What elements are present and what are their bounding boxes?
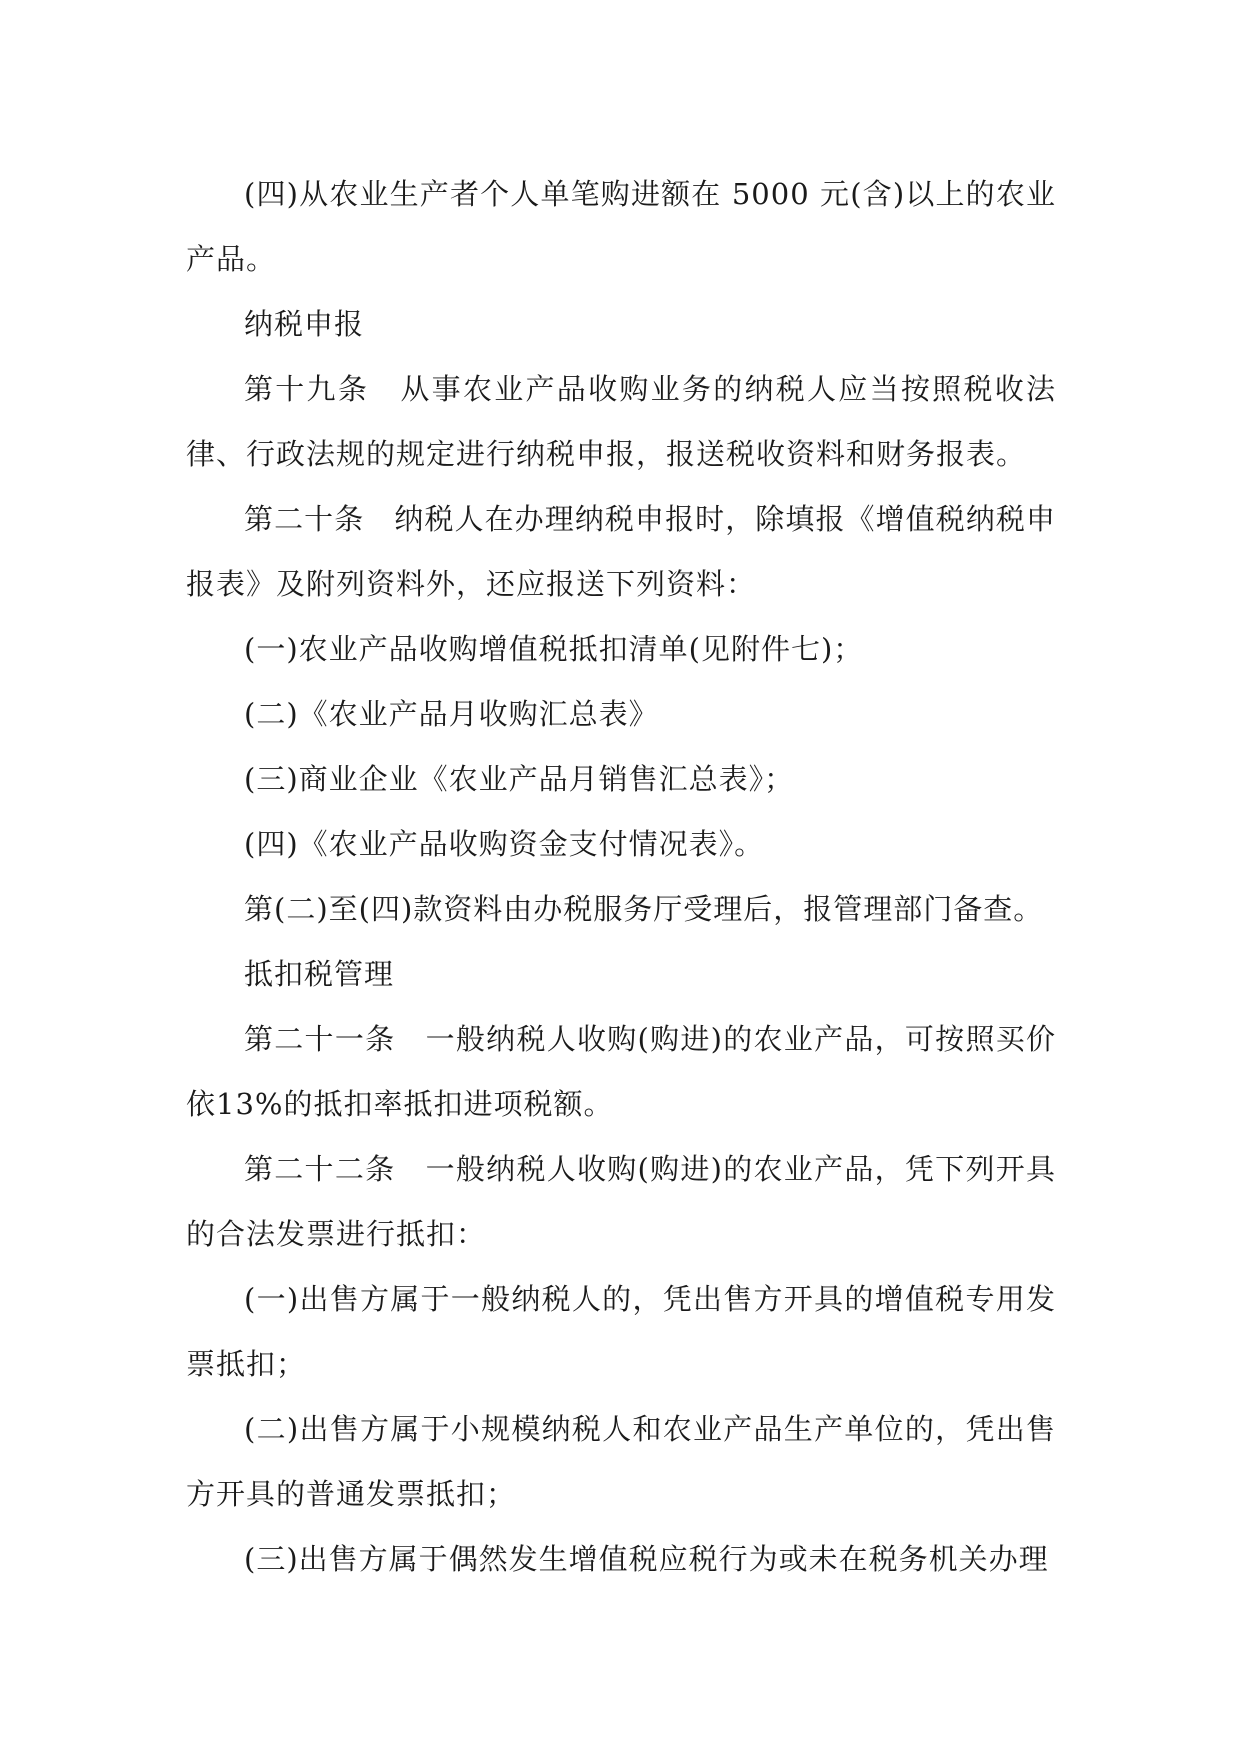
list-item-deduction-list: (一)农业产品收购增值税抵扣清单(见附件七)； — [244, 632, 864, 666]
list-item-general-taxpayer-seller: (一)出售方属于一般纳税人的，凭出售方开具的增值税专用发票抵扣； — [186, 1282, 1056, 1381]
article-19: 第十九条 从事农业产品收购业务的纳税人应当按照税收法律、行政法规的规定进行纳税申报，报送税收资料和财务报表。 — [186, 372, 1056, 471]
section-heading-tax-filing: 纳税申报 — [244, 307, 365, 341]
list-item-payment-status-table: (四)《农业产品收购资金支付情况表》。 — [244, 827, 765, 861]
article-21: 第二十一条 一般纳税人收购(购进)的农业产品，可按照买价依13%的抵扣率抵扣进项税额。 — [186, 1022, 1056, 1121]
document-body — [186, 162, 1056, 1592]
section-heading-deduction-management: 抵扣税管理 — [244, 957, 395, 991]
paragraph-item-purchase-threshold: (四)从农业生产者个人单笔购进额在 5000 元(含)以上的农业产品。 — [186, 177, 1056, 276]
list-item-monthly-sales-summary: (三)商业企业《农业产品月销售汇总表》； — [244, 762, 795, 796]
list-item-small-scale-seller: (二)出售方属于小规模纳税人和农业产品生产单位的，凭出售方开具的普通发票抵扣； — [186, 1412, 1056, 1511]
list-item-monthly-purchase-summary: (二)《农业产品月收购汇总表》 — [244, 697, 659, 731]
list-item-occasional-seller: (三)出售方属于偶然发生增值税应税行为或未在税务机关办理 — [244, 1542, 1049, 1576]
article-20: 第二十条 纳税人在办理纳税申报时，除填报《增值税纳税申报表》及附列资料外，还应报送下列资料： — [186, 502, 1056, 601]
article-22: 第二十二条 一般纳税人收购(购进)的农业产品，凭下列开具的合法发票进行抵扣： — [186, 1152, 1056, 1251]
paragraph-filing-note: 第(二)至(四)款资料由办税服务厅受理后，报管理部门备查。 — [244, 892, 1044, 926]
